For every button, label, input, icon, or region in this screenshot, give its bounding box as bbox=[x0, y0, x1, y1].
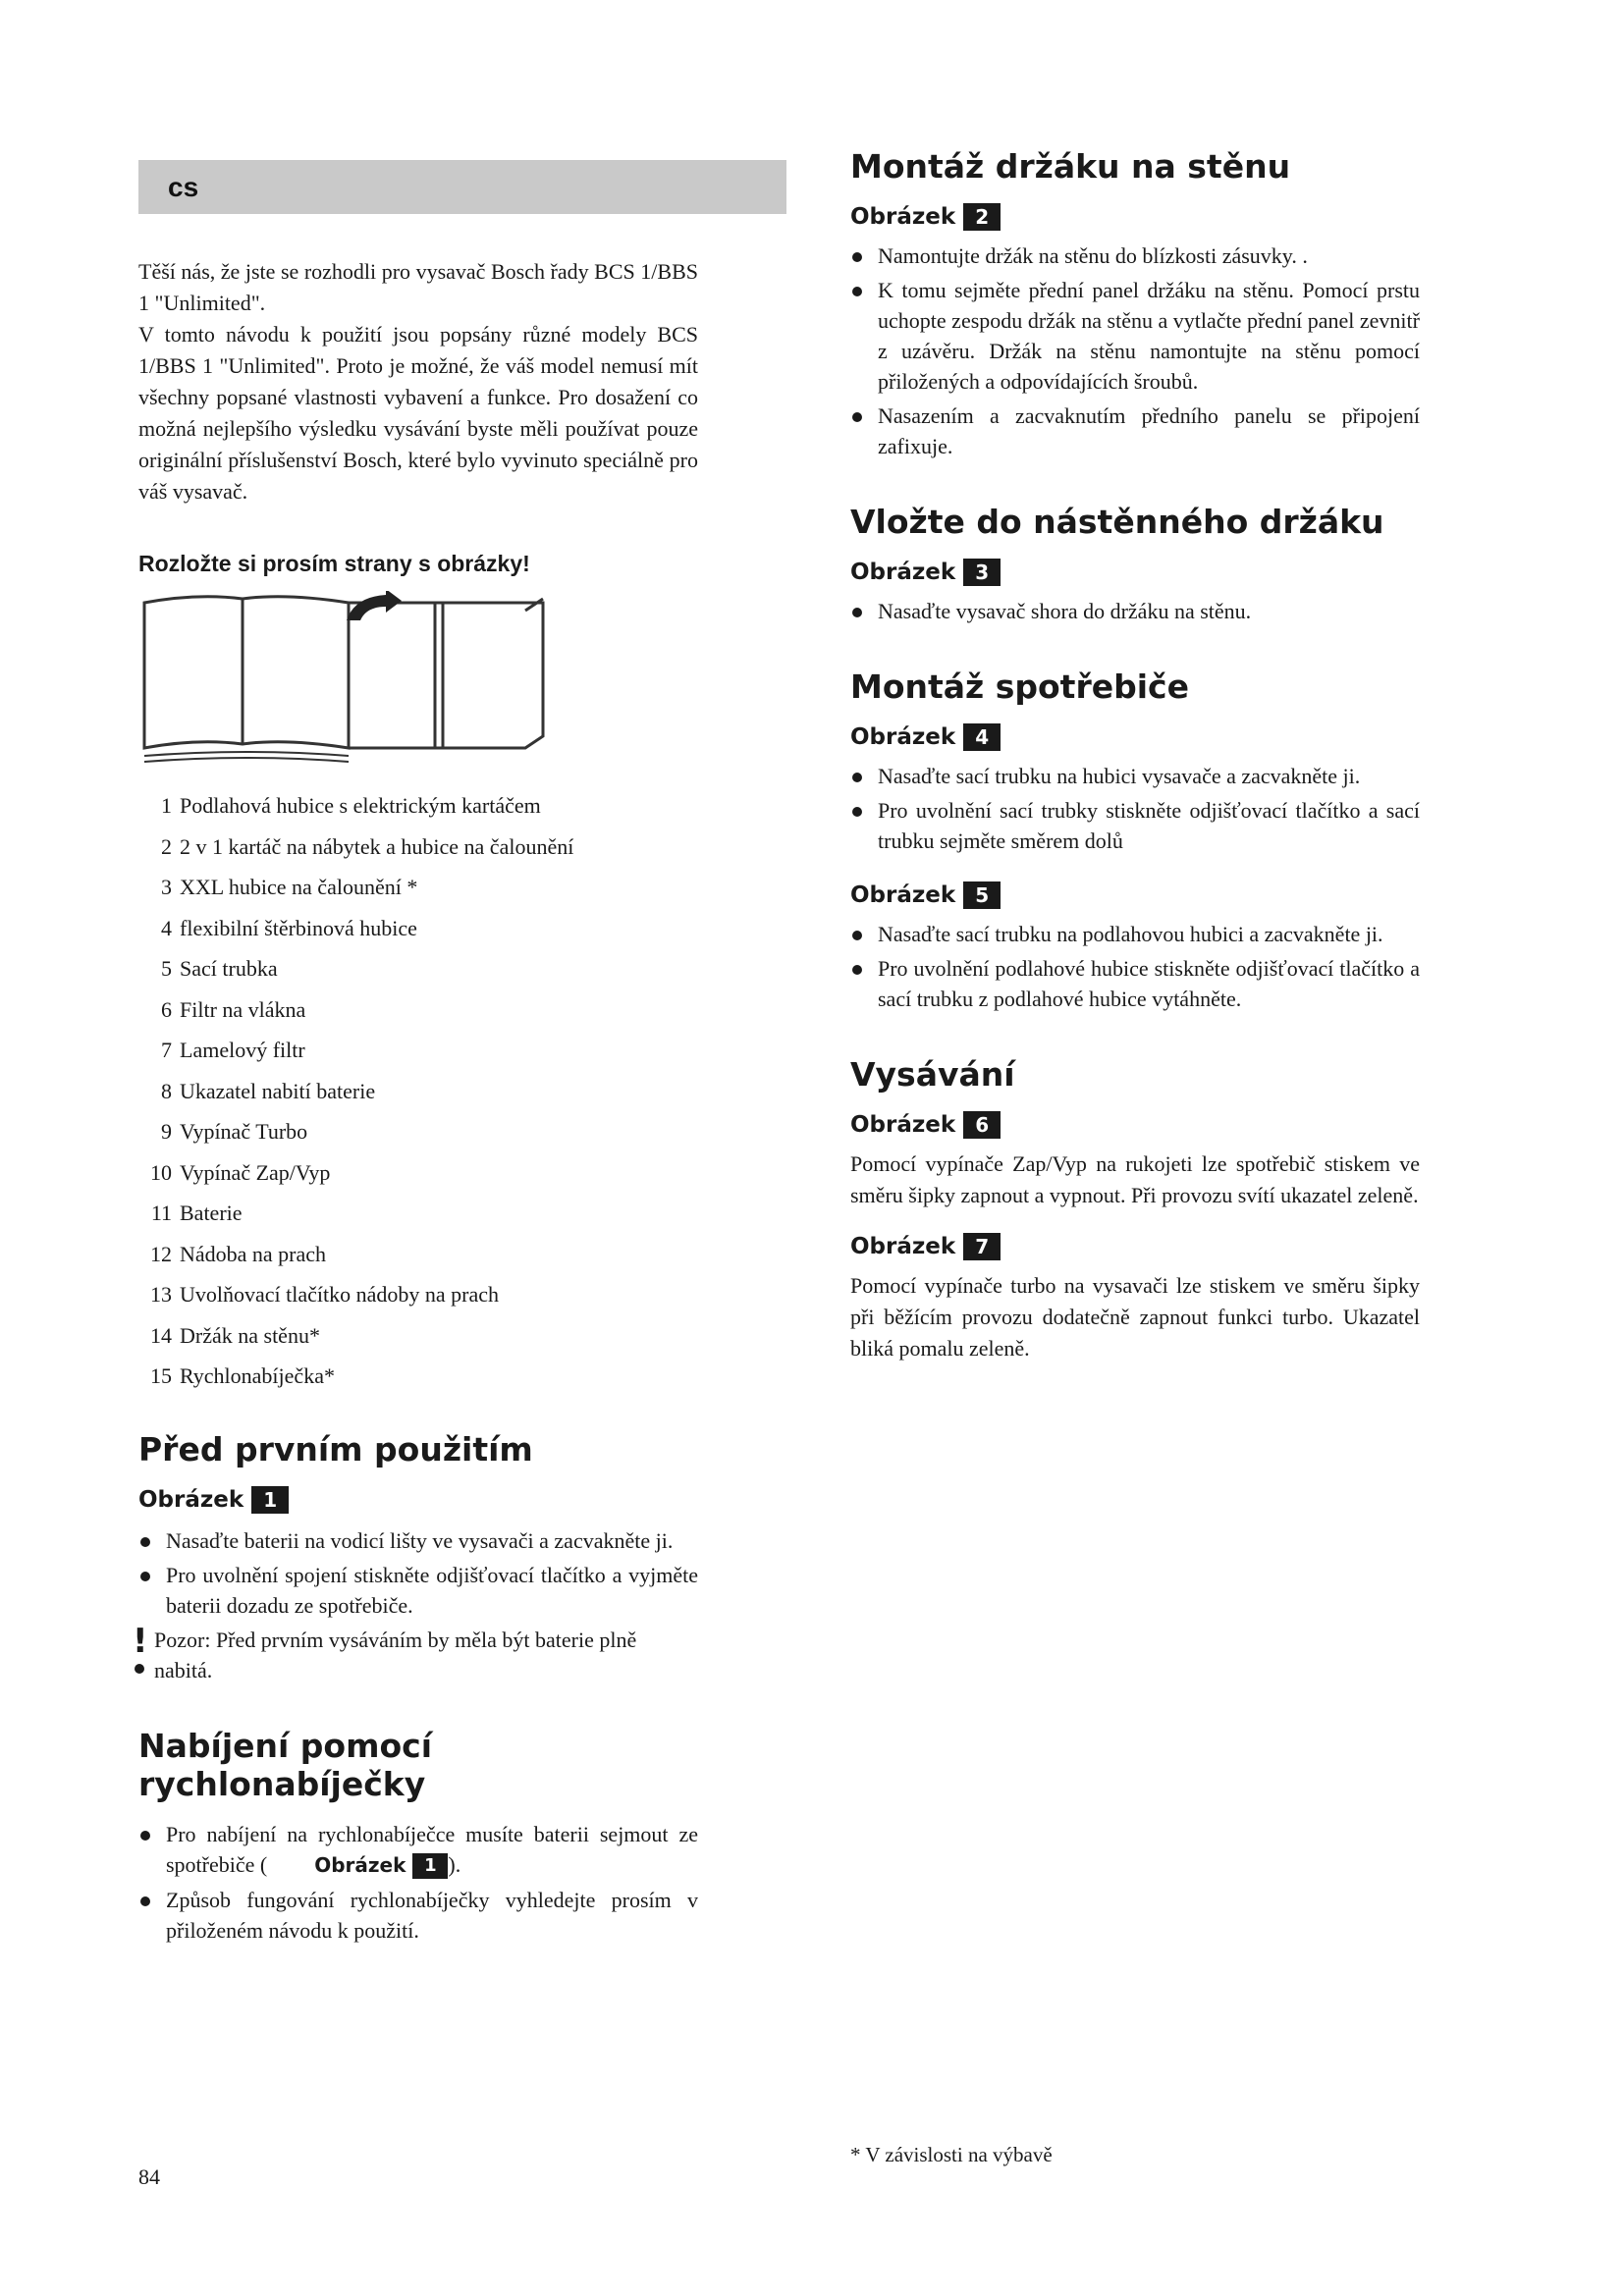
list-item: 1 Podlahová hubice s elektrickým kartáčem bbox=[161, 793, 541, 818]
list-item: Pro uvolnění podlahové hubice stiskněte odjišťovací tlačítko a sací trubku z podlahové hubice vytáhněte. bbox=[850, 953, 1420, 1014]
list-item: Nasazením a zacvaknutím předního panelu se připojení zafixuje. bbox=[850, 400, 1420, 461]
figure-7-label: Obrázek 7 bbox=[850, 1233, 1420, 1260]
parts-list bbox=[138, 785, 698, 1397]
list-item: Způsob fungování rychlonabíječky vyhledejte prosím v přiloženém návodu k použití. bbox=[138, 1885, 698, 1946]
figure-number-badge: 7 bbox=[963, 1233, 1001, 1260]
charging-bullets bbox=[138, 1819, 698, 1946]
figure-number-badge: 1 bbox=[251, 1486, 289, 1514]
list-item: Nasaďte baterii na vodicí lišty ve vysavači a zacvakněte ji. bbox=[138, 1525, 698, 1556]
list-item: 6 Filtr na vlákna bbox=[161, 996, 306, 1022]
list-item: Namontujte držák na stěnu do blízkosti zásuvky. . bbox=[850, 240, 1420, 271]
left-column bbox=[133, 160, 698, 1949]
list-item: 13 Uvolňovací tlačítko nádoby na prach bbox=[150, 1282, 500, 1307]
open-book-icon bbox=[138, 591, 551, 766]
figure-6-label: Obrázek 6 bbox=[850, 1111, 1420, 1139]
figure-5-bullets bbox=[850, 919, 1420, 1014]
list-item: Nasaďte sací trubku na podlahovou hubici a zacvakněte ji. bbox=[850, 919, 1420, 949]
figure-5-label: Obrázek 5 bbox=[850, 881, 1420, 909]
warning-note: ! Pozor: Před prvním vysáváním by měla být baterie plně nabitá. bbox=[133, 1621, 637, 1682]
wall-mount-bullets bbox=[850, 240, 1420, 461]
intro-paragraph-2: V tomto návodu k použití jsou popsány různé modely BCS 1/BBS 1 "Unlimited". Proto je možné, že váš model nemusí mít všechny popsané vlastnosti vybavení a funkce. Pro dosažení co možná nejlepšího výsledku vysávání byste měli používat pouze originální příslušenství Bosch, které bylo vyvinuto speciálně pro váš vysavač. bbox=[138, 322, 698, 504]
list-item: 3 XXL hubice na čalounění * bbox=[161, 875, 418, 899]
assembly-title: Montáž spotřebiče bbox=[850, 667, 1189, 706]
list-item: 4 flexibilní štěrbinová hubice bbox=[161, 915, 417, 940]
insert-holder-title: Vložte do nástěnného držáku bbox=[850, 503, 1384, 541]
list-item: 8 Ukazatel nabití baterie bbox=[161, 1078, 376, 1103]
inline-figure-ref: Obrázek 1 bbox=[314, 1853, 448, 1877]
figure-7-text: Pomocí vypínače turbo na vysavači lze stiskem ve směru šipky při běžícím provozu dodatečně zapnout funkci turbo. Ukazatel bliká pomalu zeleně. bbox=[850, 1273, 1420, 1361]
list-item: 9 Vypínač Turbo bbox=[161, 1119, 308, 1144]
figure-6-text: Pomocí vypínače Zap/Vyp na rukojeti lze spotřebič stiskem ve směru šipky zapnout a vypnout. Při provozu svítí ukazatel zeleně. bbox=[850, 1151, 1420, 1207]
language-code: cs bbox=[168, 172, 199, 202]
page-number: 84 bbox=[138, 2164, 160, 2189]
figure-4-label: Obrázek 4 bbox=[850, 723, 1420, 751]
insert-holder-bullets bbox=[850, 596, 1420, 626]
wall-mount-title: Montáž držáku na stěnu bbox=[850, 147, 1291, 186]
exclamation-icon: ! bbox=[133, 1621, 148, 1661]
figure-number-badge: 3 bbox=[963, 559, 1001, 586]
unfold-heading: Rozložte si prosím strany s obrázky! bbox=[138, 551, 530, 576]
list-item: Pro uvolnění sací trubky stiskněte odjišťovací tlačítko a sací trubku sejměte směrem dolů bbox=[850, 795, 1420, 856]
list-item: 12 Nádoba na prach bbox=[150, 1241, 327, 1266]
figure-1-label: Obrázek 1 bbox=[138, 1486, 698, 1514]
before-use-bullets bbox=[138, 1525, 698, 1621]
before-use-title: Před prvním použitím bbox=[138, 1429, 533, 1468]
charging-title: Nabíjení pomocí rychlonabíječky bbox=[138, 1726, 433, 1803]
figure-2-label: Obrázek 2 bbox=[850, 203, 1420, 231]
figure-number-badge: 2 bbox=[963, 203, 1001, 231]
list-item: 11 Baterie bbox=[150, 1201, 243, 1225]
footnote: * V závislosti na výbavě bbox=[850, 2143, 1053, 2166]
figure-number-badge: 4 bbox=[963, 723, 1001, 751]
list-item: Nasaďte vysavač shora do držáku na stěnu. bbox=[850, 596, 1420, 626]
figure-number-badge: 5 bbox=[963, 881, 1001, 909]
list-item: Pro uvolnění spojení stiskněte odjišťovací tlačítko a vyjměte baterii dozadu ze spotřebiče. bbox=[138, 1560, 698, 1621]
list-item: 7 Lamelový filtr bbox=[161, 1038, 305, 1062]
list-item: 15 Rychlonabíječka* bbox=[150, 1363, 335, 1388]
vacuuming-title: Vysávání bbox=[850, 1055, 1015, 1094]
list-item: 14 Držák na stěnu* bbox=[150, 1322, 320, 1348]
figure-3-label: Obrázek 3 bbox=[850, 559, 1420, 586]
bullet-dot-icon bbox=[135, 1664, 144, 1674]
list-item: 10 Vypínač Zap/Vyp bbox=[150, 1159, 331, 1185]
list-item: K tomu sejměte přední panel držáku na stěnu. Pomocí prstu uchopte zespodu držák na stěnu a vytlačte přední panel zevnitř z uzávěru. Držák na stěnu namontujte na stěnu pomocí přiložených a odpovídajících šroubů. bbox=[850, 275, 1420, 397]
list-item: Pro nabíjení na rychlonabíječce musíte baterii sejmout ze spotřebiče ( Obrázek 1 ). bbox=[138, 1819, 698, 1881]
list-item: 2 2 v 1 kartáč na nábytek a hubice na čalounění bbox=[161, 833, 574, 859]
right-column bbox=[850, 147, 1420, 1364]
list-item: Nasaďte sací trubku na hubici vysavače a zacvakněte ji. bbox=[850, 761, 1420, 791]
figure-4-bullets bbox=[850, 761, 1420, 856]
unfold-illustration bbox=[138, 591, 698, 766]
figure-number-badge: 6 bbox=[963, 1111, 1001, 1139]
intro-paragraph-1: Těší nás, že jste se rozhodli pro vysavač Bosch řady BCS 1/BBS 1 "Unlimited". bbox=[138, 259, 698, 315]
list-item: 5 Sací trubka bbox=[161, 956, 278, 981]
